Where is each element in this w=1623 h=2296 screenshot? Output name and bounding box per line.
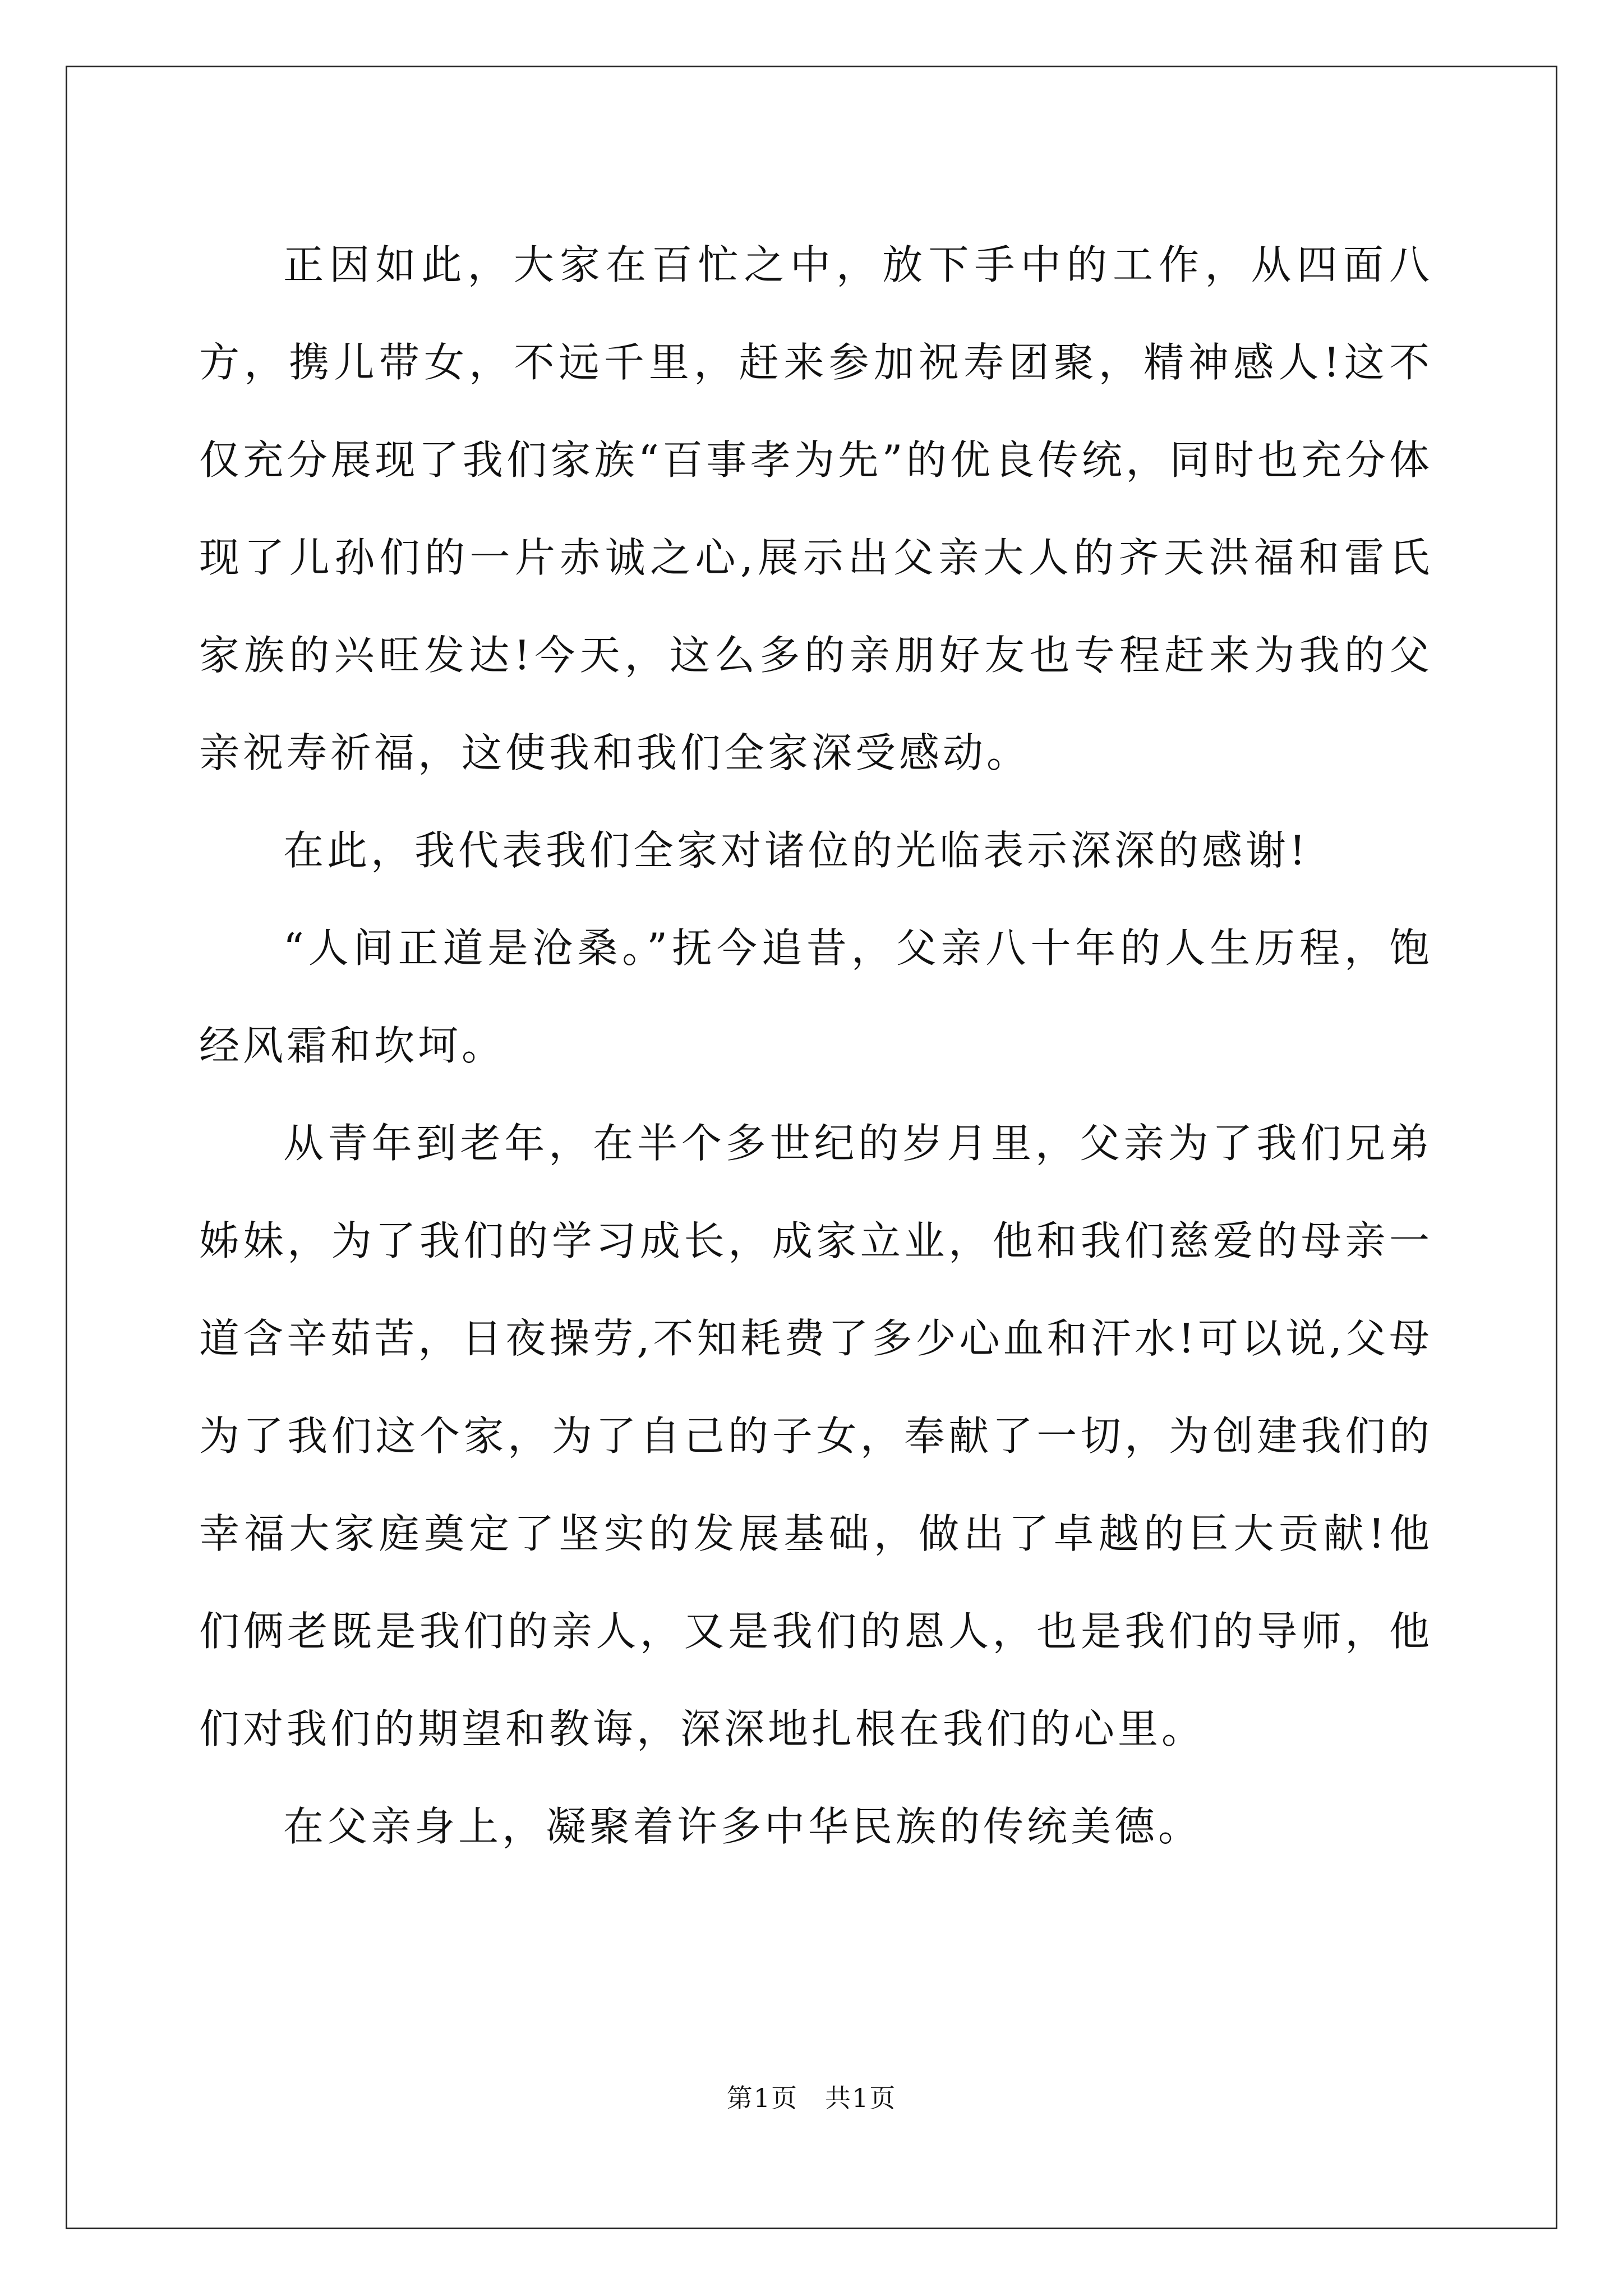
paragraph-4: 从青年到老年，在半个多世纪的岁月里，父亲为了我们兄弟姊妹，为了我们的学习成长，成家立业，他和我们慈爱的母亲一道含辛茹苦，日夜操劳,不知耗费了多少心血和汗水!可以说,父母为了我们这个家，为了自己的子女，奉献了一切，为创建我们的幸福大家庭奠定了坚实的发展基础，做出了卓越的巨大贡献!他们俩老既是我们的亲人，又是我们的恩人，也是我们的导师，他们对我们的期望和教诲，深深地扎根在我们的心里。 [199, 1120, 1433, 1752]
paragraph-1: 正因如此，大家在百忙之中，放下手中的工作，从四面八方，携儿带女，不远千里，赶来参加祝寿团聚，精神感人!这不仅充分展现了我们家族“百事孝为先”的优良传统，同时也充分体现了儿孙们的一片赤诚之心,展示出父亲大人的齐天洪福和雷氏家族的兴旺发达!今天，这么多的亲朋好友也专程赶来为我的父亲祝寿祈福，这使我和我们全家深受感动。 [199, 241, 1433, 776]
paragraph-2: 在此，我代表我们全家对诸位的光临表示深深的感谢! [283, 827, 1309, 874]
document-body [199, 216, 1433, 1875]
page-number-footer: 第1页 共1页 [726, 2083, 897, 2113]
paragraph-3: “人间正道是沧桑。”抚今追昔，父亲八十年的人生历程，饱经风霜和坎坷。 [199, 924, 1433, 1069]
paragraph-5: 在父亲身上，凝聚着许多中华民族的传统美德。 [283, 1803, 1202, 1850]
